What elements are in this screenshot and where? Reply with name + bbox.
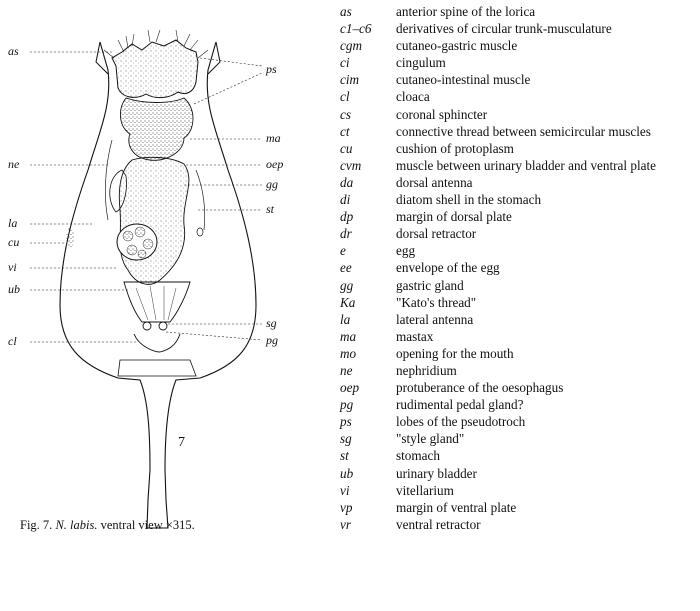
- legend-row: [340, 379, 696, 396]
- label-pg: pg: [266, 333, 278, 347]
- legend-row: [340, 311, 696, 328]
- legend-abbreviation: st: [340, 448, 349, 464]
- legend-description: margin of dorsal plate: [396, 209, 512, 225]
- legend-abbreviation: ub: [340, 465, 354, 481]
- caption-species: N. labis.: [55, 518, 98, 532]
- vitellarium: [117, 224, 157, 260]
- caption-prefix: Fig. 7.: [20, 518, 53, 532]
- legend-description: urinary bladder: [396, 465, 477, 481]
- bladder-lines: [136, 286, 176, 320]
- legend-description: "Kato's thread": [396, 294, 477, 310]
- legend-row: [340, 345, 696, 362]
- legend-abbreviation: cl: [340, 89, 350, 105]
- legend-row: [340, 174, 696, 191]
- legend-abbreviation: cu: [340, 140, 353, 156]
- legend-abbreviation: cgm: [340, 38, 362, 54]
- label-ub: ub: [8, 282, 20, 296]
- stomach: [119, 157, 189, 284]
- legend-row: [340, 294, 696, 311]
- urinary-bladder: [124, 282, 190, 322]
- legend-abbreviation: vi: [340, 482, 350, 498]
- legend-description: rudimental pedal gland?: [396, 397, 524, 413]
- legend-abbreviation: c1–c6: [340, 21, 372, 37]
- legend-abbreviation: Ka: [340, 294, 356, 310]
- anterior-spine-left: [96, 42, 108, 74]
- legend-abbreviation: e: [340, 243, 346, 259]
- legend-description: cushion of protoplasm: [396, 140, 514, 156]
- legend-row: [340, 396, 696, 413]
- corona: [112, 40, 198, 98]
- legend-description: diatom shell in the stomach: [396, 192, 542, 208]
- legend-description: derivatives of circular trunk-musculature: [396, 21, 612, 37]
- lateral-antenna: [197, 228, 203, 236]
- legend-abbreviation: ee: [340, 260, 352, 276]
- legend-row: [340, 37, 696, 54]
- legend-row: [340, 516, 696, 533]
- legend-row: [340, 362, 696, 379]
- legend-row: [340, 208, 696, 225]
- style-gland: [143, 322, 167, 330]
- nephridium-left: [105, 140, 112, 220]
- legend-row: [340, 447, 696, 464]
- legend-row: [340, 20, 696, 37]
- label-ma: ma: [266, 131, 281, 145]
- legend-description: muscle between urinary bladder and ventral plate: [396, 157, 656, 173]
- legend-row: [340, 88, 696, 105]
- legend-abbreviation: cim: [340, 72, 360, 88]
- legend-row: [340, 71, 696, 88]
- legend-abbreviation: cvm: [340, 157, 362, 173]
- legend-abbreviation: ma: [340, 328, 357, 344]
- legend-description: nephridium: [396, 362, 457, 378]
- label-sg: sg: [266, 316, 277, 330]
- label-ne: ne: [8, 157, 20, 171]
- label-oep: oep: [266, 157, 284, 171]
- legend-row: [340, 499, 696, 516]
- legend-abbreviation: ci: [340, 55, 350, 71]
- legend-abbreviation: vr: [340, 516, 351, 532]
- legend-row: [340, 140, 696, 157]
- legend-abbreviation: cs: [340, 106, 351, 122]
- legend-description: connective thread between semicircular muscles: [396, 123, 651, 139]
- figure-panel: [0, 0, 330, 611]
- legend-description: envelope of the egg: [396, 260, 500, 276]
- legend-description: opening for the mouth: [396, 345, 514, 361]
- legend-description: cutaneo-intestinal muscle: [396, 72, 531, 88]
- legend-row: [340, 3, 696, 20]
- legend-description: protuberance of the oesophagus: [396, 380, 564, 396]
- label-st: st: [266, 202, 275, 216]
- label-cl: cl: [8, 334, 17, 348]
- legend-row: [340, 413, 696, 430]
- nephridium-right: [196, 170, 205, 230]
- legend-row: [340, 465, 696, 482]
- legend-description: lobes of the pseudotroch: [396, 414, 526, 430]
- legend-row: [340, 430, 696, 447]
- label-gg: gg: [266, 177, 278, 191]
- legend-abbreviation: di: [340, 192, 351, 208]
- legend-abbreviation: dp: [340, 209, 354, 225]
- legend-description: lateral antenna: [396, 311, 474, 327]
- legend-description: "style gland": [396, 431, 465, 447]
- legend-row: [340, 123, 696, 140]
- legend-description: vitellarium: [396, 482, 454, 498]
- legend-description: egg: [396, 243, 416, 259]
- legend-abbreviation: oep: [340, 380, 360, 396]
- legend-row: [340, 225, 696, 242]
- legend-abbreviation: sg: [340, 431, 352, 447]
- legend-abbreviation: la: [340, 311, 351, 327]
- legend-abbreviation: ct: [340, 123, 350, 139]
- label-as: as: [8, 44, 19, 58]
- legend-description: coronal sphincter: [396, 106, 488, 122]
- legend-description: stomach: [396, 448, 440, 464]
- legend-description: cutaneo-gastric muscle: [396, 38, 518, 54]
- legend-description: anterior spine of the lorica: [396, 4, 536, 19]
- label-vi: vi: [8, 260, 17, 274]
- legend-row: [340, 157, 696, 174]
- anterior-spine-right: [208, 42, 220, 74]
- legend-description: cingulum: [396, 55, 446, 71]
- legend-abbreviation: mo: [340, 345, 357, 361]
- legend-abbreviation: ne: [340, 362, 353, 378]
- legend-description: dorsal retractor: [396, 226, 477, 242]
- legend-abbreviation: vp: [340, 499, 353, 515]
- legend-description: gastric gland: [396, 277, 464, 293]
- label-cu: cu: [8, 235, 20, 249]
- legend-row: [340, 328, 696, 345]
- legend-abbreviation: ps: [340, 414, 352, 430]
- abbreviation-legend: [340, 3, 696, 533]
- legend-description: mastax: [396, 328, 434, 344]
- legend-description: cloaca: [396, 89, 430, 105]
- legend-row: [340, 259, 696, 276]
- legend-abbreviation: dr: [340, 226, 352, 242]
- cushion-protoplasm: [66, 228, 74, 248]
- caption-suffix: ventral view ×315.: [100, 518, 195, 532]
- legend-abbreviation: gg: [340, 277, 354, 293]
- label-la: la: [8, 216, 18, 230]
- legend-row: [340, 482, 696, 499]
- label-ps: ps: [266, 62, 277, 76]
- ventral-plate-margin: [118, 360, 196, 376]
- figure-number: 7: [178, 435, 185, 450]
- legend-row: [340, 191, 696, 208]
- legend-abbreviation: da: [340, 174, 354, 190]
- cloaca: [134, 334, 180, 352]
- legend-row: [340, 106, 696, 123]
- legend-description: margin of ventral plate: [396, 499, 517, 515]
- mastax: [120, 98, 193, 160]
- legend-abbreviation: pg: [340, 397, 354, 413]
- legend-description: dorsal antenna: [396, 174, 473, 190]
- legend-row: [340, 54, 696, 71]
- legend-abbreviation: as: [340, 4, 352, 19]
- legend-row: [340, 242, 696, 259]
- legend-row: [340, 277, 696, 294]
- legend-description: ventral retractor: [396, 516, 481, 532]
- figure-caption: [20, 518, 195, 533]
